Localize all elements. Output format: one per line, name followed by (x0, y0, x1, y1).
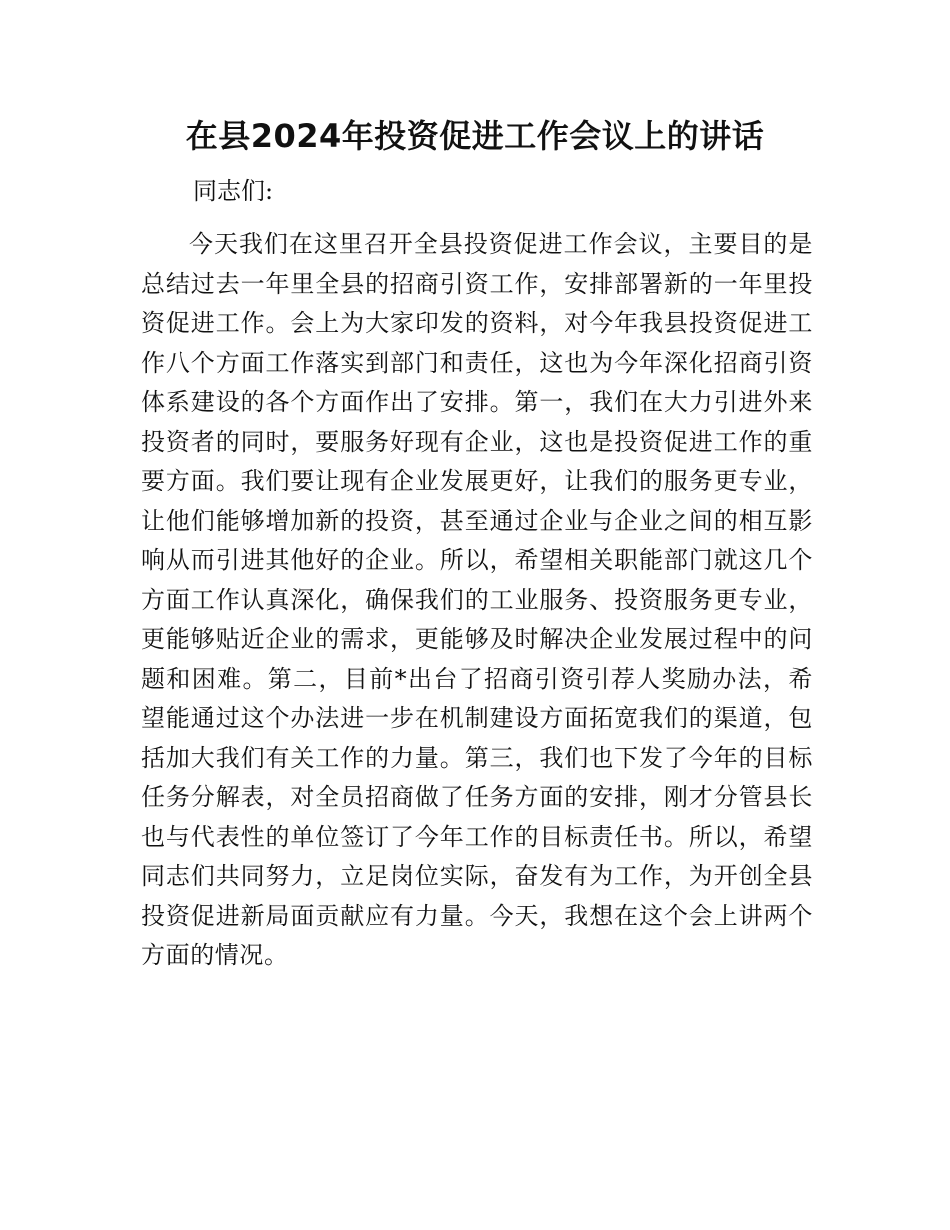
salutation: 同志们: (193, 177, 274, 205)
document-title: 在县2024年投资促进工作会议上的讲话 (185, 117, 765, 155)
body-paragraph: 今天我们在这里召开全县投资促进工作会议，主要目的是总结过去一年里全县的招商引资工作，安排部署新的一年里投资促进工作。会上为大家印发的资料，对今年我县投资促进工作八个方面工作落实到部门和责任，这也为今年深化招商引资体系建设的各个方面作出了安排。第一，我们在大力引进外来投资者的同时，要服务好现有企业，这也是投资促进工作的重要方面。我们要让现有企业发展更好，让我们的服务更专业，让他们能够增加新的投资，甚至通过企业与企业之间的相互影响从而引进其他好的企业。所以，希望相关职能部门就这几个方面工作认真深化，确保我们的工业服务、投资服务更专业，更能够贴近企业的需求，更能够及时解决企业发展过程中的问题和困难。第二，目前*出台了招商引资引荐人奖励办法，希望能通过这个办法进一步在机制建设方面拓宽我们的渠道，包括加大我们有关工作的力量。第三，我们也下发了今年的目标任务分解表，对全员招商做了任务方面的安排，刚才分管县长也与代表性的单位签订了今年工作的目标责任书。所以，希望同志们共同努力，立足岗位实际，奋发有为工作，为开创全县投资促进新局面贡献应有力量。今天，我想在这个会上讲两个方面的情况。 (141, 230, 813, 969)
